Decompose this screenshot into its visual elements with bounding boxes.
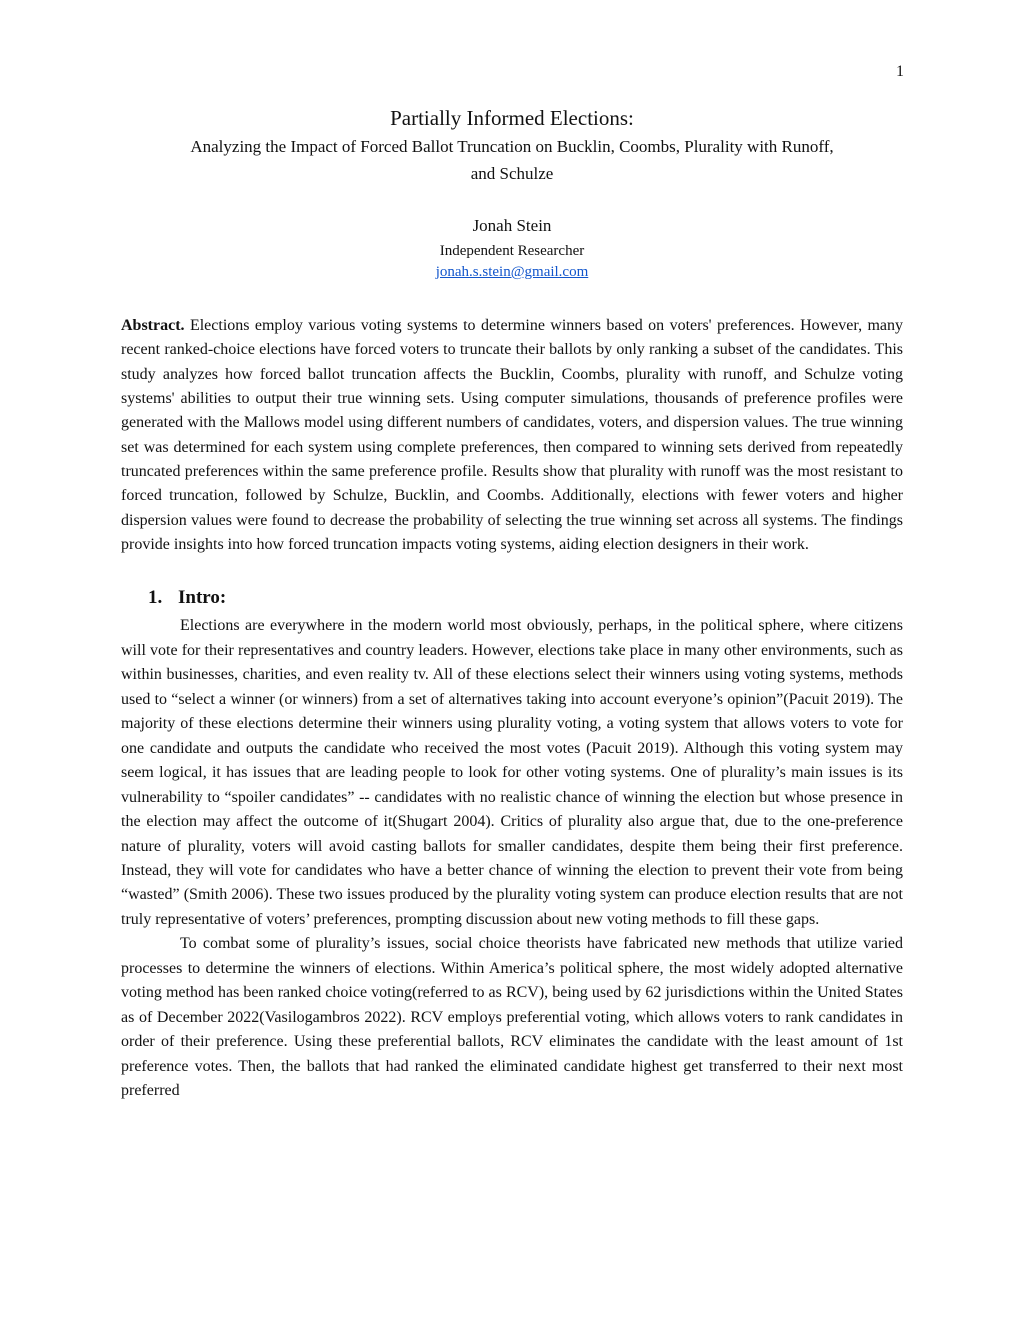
section-heading-intro [121,586,903,610]
author-email [121,262,903,282]
paper-subtitle-line-1: Analyzing the Impact of Forced Ballot Truncation on Bucklin, Coombs, Plurality with Runoff, [190,137,834,156]
abstract [121,314,903,557]
page-content [121,104,903,1104]
author-affiliation: Independent Researcher [439,243,585,259]
author-email-link[interactable]: jonah.s.stein@gmail.com [435,264,589,280]
intro-paragraph-1: Elections are everywhere in the modern world most obviously, perhaps, in the political sphere, where citizens will vote for their representatives and country leaders. However, elections take place in many other environments, such as within businesses, charities, and even reality tv. All of these elections select their winners using voting systems, methods used to “select a winner (or winners) from a set of alternatives taking into account everyone’s opinion”(Pacuit 2019). The majority of these elections determine their winners using plurality voting, a voting system that allows voters to vote for one candidate and outputs the candidate who received the most votes (Pacuit 2019). Although this voting system may seem logical, it has issues that are leading people to look for other voting systems. One of plurality’s main issues is its vulnerability to “spoiler candidates” -- candidates with no realistic chance of winning the election but whose presence in the election may affect the outcome of it(Shugart 2004). Critics of plurality also argue that, due to the one-preference nature of plurality, voters will avoid casting ballots for smaller candidates, despite them being their first preference. Instead, they will vote for candidates who have a better chance of winning the election to prevent their vote from being “wasted” (Smith 2006). These two issues produced by the plurality voting system can produce election results that are not truly representative of voters’ preferences, prompting discussion about new voting methods to fill these gaps. [121,617,903,928]
abstract-label: Abstract. [121,317,185,334]
author-name: Jonah Stein [472,216,552,235]
paper-title: Partially Informed Elections: [390,106,634,130]
abstract-text: Elections employ various voting systems to determine winners based on voters' preferences. However, many recent ranked-choice elections have forced voters to truncate their ballots by only ranking a subset of the candidates. This study analyzes how forced ballot truncation affects the Bucklin, Coombs, plurality with runoff, and Schulze voting systems' abilities to output their true winning sets. Using computer simulations, thousands of preference profiles were generated with the Mallows model using different numbers of candidates, voters, and dispersion values. The true winning set was determined for each system using complete preferences, then compared to winning sets derived from repeatedly truncated preferences within the same preference profile. Results show that plurality with runoff was the most resistant to forced truncation, followed by Schulze, Bucklin, and Coombs. Additionally, elections with fewer voters and higher dispersion values were found to decrease the probability of selecting the true winning set across all systems. The findings provide insights into how forced truncation impacts voting systems, aiding election designers in their work. [121,317,904,554]
page-number: 1 [896,63,904,80]
intro-paragraph-2: To combat some of plurality’s issues, social choice theorists have fabricated new methods that utilize varied processes to determine the winners of elections. Within America’s political sphere, the most widely adopted alternative voting method has been ranked choice voting(referred to as RCV), being used by 62 jurisdictions within the United States as of December 2022(Vasilogambros 2022). RCV employs preferential voting, which allows voters to rank candidates in order of their preference. Using these preferential ballots, RCV eliminates the candidate with the least amount of 1st preference votes. Then, the ballots that had ranked the eliminated candidate highest get transferred to their next most preferred [121,935,903,1100]
section-title: Intro: [178,587,227,609]
paper-subtitle-line-2: and Schulze [470,164,554,183]
section-number: 1. [148,587,163,609]
title-block [121,104,903,282]
paper-subtitle [121,133,903,187]
